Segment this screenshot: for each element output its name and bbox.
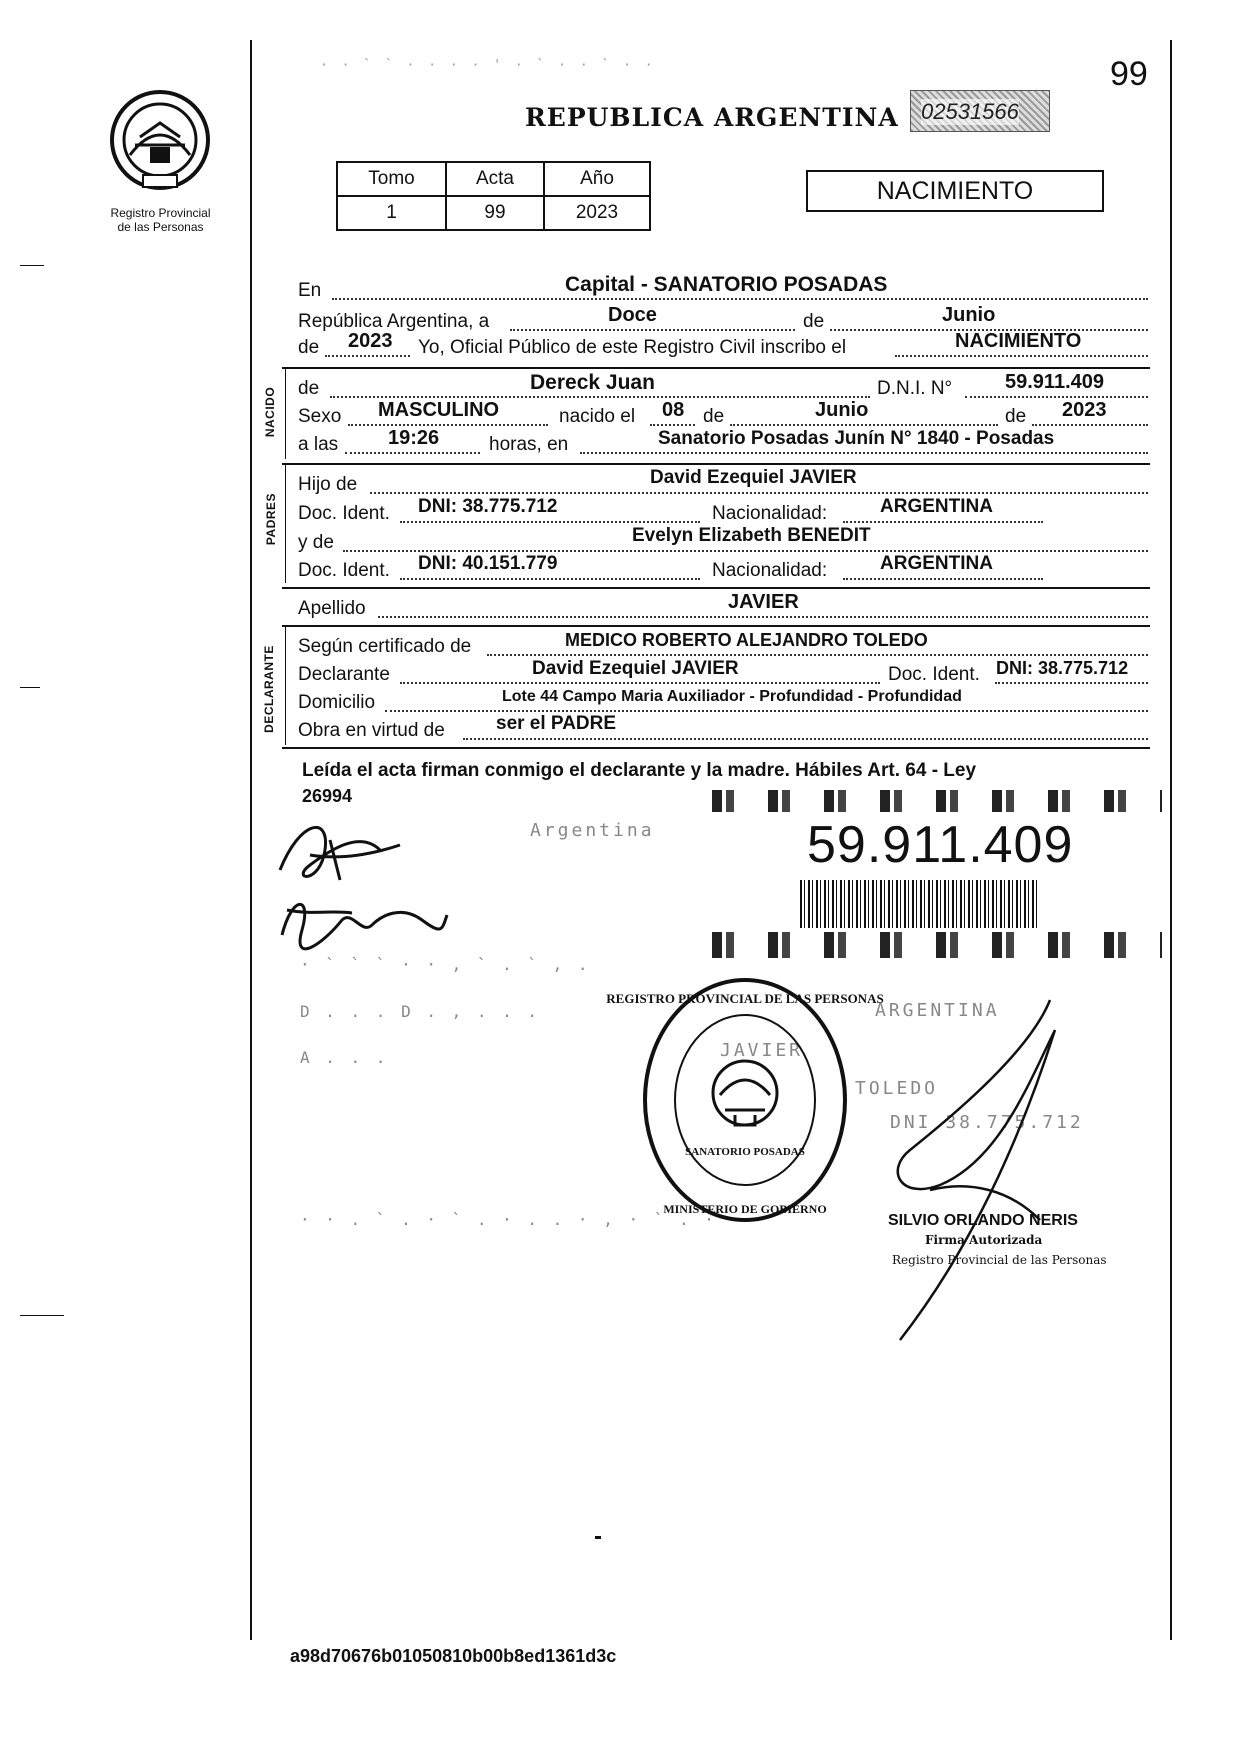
decl-doc-value: DNI: 38.775.712 [996, 658, 1129, 678]
nacido-de-label-3: de [1005, 406, 1027, 427]
ghost-row-1: · ` ` ` · · , ` . ` , . [300, 955, 591, 974]
decl-value: David Ezequiel JAVIER [532, 658, 739, 679]
inscribo-value: NACIMIENTO [955, 330, 1082, 352]
birth-month: Junio [815, 399, 869, 421]
official-org: Registro Provincial de las Personas [892, 1253, 1107, 1267]
header-cell-acta: Acta [446, 162, 544, 196]
page-number: 99 [1110, 55, 1148, 93]
mother-doc-label: Doc. Ident. [298, 560, 390, 581]
signature-1 [270, 810, 410, 890]
father-nat-dots [843, 521, 1043, 523]
cert-value: MEDICO ROBERTO ALEJANDRO TOLEDO [565, 630, 928, 650]
birth-day: 08 [662, 399, 685, 421]
mother-nat-label: Nacionalidad: [712, 560, 828, 581]
nacido-section-label: NACIDO [263, 386, 278, 438]
value-cell-anio: 2023 [544, 196, 650, 230]
seal-outer-text: REGISTRO PROVINCIAL DE LAS PERSONAS [606, 991, 884, 1006]
logo-caption: Registro Provincial de las Personas [110, 206, 211, 234]
official-name: SILVIO ORLANDO NERIS [888, 1212, 1078, 1229]
birth-year: 2023 [1062, 399, 1107, 421]
seal-inner-text: SANATORIO POSADAS [685, 1146, 805, 1158]
day-value: Doce [608, 304, 657, 326]
alas-label: a las [298, 434, 339, 455]
month-value: Junio [942, 304, 996, 326]
declarante-section-label: DECLARANTE [261, 645, 276, 733]
ghost-row-3: A . . . [300, 1048, 389, 1067]
official-title: Firma Autorizada [925, 1233, 1043, 1247]
father-name: David Ezequiel JAVIER [650, 467, 857, 488]
decl-label: Declarante [298, 664, 390, 685]
birth-year-dots [1032, 424, 1148, 426]
closing-line-1: Leída el acta firman conmigo el declarante y la madre. Hábiles Art. 64 - Ley [302, 760, 977, 781]
serial-stamp [910, 90, 1050, 132]
seal-icon [606, 975, 884, 1225]
province-logo [105, 85, 215, 195]
barcode [800, 880, 1040, 928]
nacido-name-dots [330, 396, 870, 398]
divider-nacido-side [285, 369, 286, 459]
republica-label: República Argentina, a [298, 311, 490, 332]
day-dots [510, 329, 795, 331]
province-seal-icon [105, 85, 215, 195]
serial-stamp-number: 02531566 [921, 99, 1019, 124]
decl-doc-dots [995, 682, 1148, 684]
birth-place: Sanatorio Posadas Junín N° 1840 - Posadas [658, 428, 1055, 449]
dni-label: D.N.I. N° [877, 378, 953, 399]
nacido-el-label: nacido el [559, 406, 636, 427]
register-table [336, 161, 651, 231]
ghost-text-5: DNI 38.775.712 [890, 1112, 1084, 1133]
year-dots [325, 355, 410, 357]
nacido-de-label: de [298, 378, 320, 399]
security-band-top [712, 790, 1162, 812]
birth-month-dots [730, 424, 998, 426]
inscribo-dots [895, 355, 1148, 357]
de-label-2: de [298, 337, 320, 358]
cert-dots [487, 654, 1148, 656]
mother-doc: DNI: 40.151.779 [418, 553, 558, 574]
divider-declarante-bottom [282, 747, 1150, 749]
country-title: REPUBLICA ARGENTINA [525, 103, 899, 132]
seal-bottom-text: MINISTERIO DE GOBIERNO [663, 1202, 827, 1216]
father-nationality: ARGENTINA [880, 496, 993, 517]
sexo-label: Sexo [298, 406, 342, 427]
left-margin-line [250, 40, 252, 1640]
divider-declarante-side [285, 627, 286, 745]
official-seal [606, 975, 884, 1225]
value-cell-tomo: 1 [337, 196, 446, 230]
child-name: Dereck Juan [530, 371, 655, 394]
year-value: 2023 [348, 330, 393, 352]
decl-doc-label: Doc. Ident. [888, 664, 980, 685]
yde-label: y de [298, 532, 334, 553]
value-cell-acta: 99 [446, 196, 544, 230]
mother-name-dots [343, 550, 1148, 552]
divider-declarante-top [282, 625, 1150, 627]
divider-apellido-top [282, 587, 1150, 589]
divider-padres-side [285, 465, 286, 583]
ghost-row-2: D . . . D . , . . . [300, 1002, 541, 1021]
mother-nationality: ARGENTINA [880, 553, 993, 574]
en-dots [332, 298, 1148, 300]
ghost-text-1: Argentina [530, 820, 655, 841]
decl-dots [400, 682, 880, 684]
obra-label: Obra en virtud de [298, 720, 445, 741]
dni-dots [965, 396, 1148, 398]
father-doc: DNI: 38.775.712 [418, 496, 558, 517]
obra-value: ser el PADRE [496, 713, 617, 734]
dom-label: Domicilio [298, 692, 376, 713]
register-table-header-row [337, 162, 650, 196]
divider-padres-top [282, 463, 1150, 465]
birth-day-dots [650, 424, 695, 426]
mother-name: Evelyn Elizabeth BENEDIT [632, 525, 871, 546]
divider-nacido-top [282, 367, 1150, 369]
dom-value: Lote 44 Campo Maria Auxiliador - Profundidad - Profundidad [502, 688, 962, 705]
ghost-text-4: TOLEDO [855, 1078, 939, 1099]
father-doc-label: Doc. Ident. [298, 503, 390, 524]
dom-dots [385, 710, 1148, 712]
obra-dots [463, 738, 1148, 740]
apellido-value: JAVIER [728, 591, 799, 613]
document-type-label: NACIMIENTO [876, 177, 1034, 205]
signature-2 [272, 885, 452, 955]
en-value: Capital - SANATORIO POSADAS [565, 273, 888, 296]
ghost-text-2: ARGENTINA [875, 1000, 1000, 1021]
father-doc-dots [400, 521, 700, 523]
mother-nat-dots [843, 578, 1043, 580]
header-cell-tomo: Tomo [337, 162, 446, 196]
de-label-1: de [803, 311, 825, 332]
document-type-box [806, 170, 1104, 212]
ghost-text-3: JAVIER [720, 1040, 804, 1061]
inscribo-label: Yo, Oficial Público de este Registro Civil inscribo el [418, 337, 847, 358]
small-dash [595, 1536, 601, 1539]
padres-section-label: PADRES [264, 492, 279, 546]
edge-mark-2 [20, 687, 40, 688]
child-dni: 59.911.409 [1005, 371, 1104, 393]
time-dots [345, 452, 480, 454]
birth-time: 19:26 [388, 427, 440, 449]
edge-mark-1 [20, 265, 44, 266]
father-name-dots [370, 492, 1148, 494]
dni-number-large: 59.911.409 [807, 816, 1074, 874]
sexo-value: MASCULINO [378, 399, 500, 421]
nacido-de-label-2: de [703, 406, 725, 427]
security-band-bottom [712, 932, 1162, 958]
header-cell-anio: Año [544, 162, 650, 196]
sexo-dots [348, 424, 548, 426]
apellido-dots [378, 616, 1148, 618]
edge-mark-3 [20, 1315, 64, 1316]
apellido-label: Apellido [298, 598, 366, 619]
father-nat-label: Nacionalidad: [712, 503, 828, 524]
register-table-value-row [337, 196, 650, 230]
mother-doc-dots [400, 578, 700, 580]
en-label: En [298, 280, 322, 301]
ghost-row-4: · · . ` . · ` . · . . · , · ` . · [300, 1210, 717, 1229]
cert-label: Según certificado de [298, 636, 472, 657]
header-faint-text: · · ` ` · · · · ' · ` · · ` · · [320, 58, 656, 73]
right-margin-line [1170, 40, 1172, 1640]
place-dots [580, 452, 1148, 454]
hijo-label: Hijo de [298, 474, 358, 495]
signature-3 [880, 990, 1070, 1350]
horas-label: horas, en [489, 434, 569, 455]
document-hash: a98d70676b01050810b00b8ed1361d3c [290, 1646, 617, 1666]
closing-line-2: 26994 [302, 786, 353, 806]
